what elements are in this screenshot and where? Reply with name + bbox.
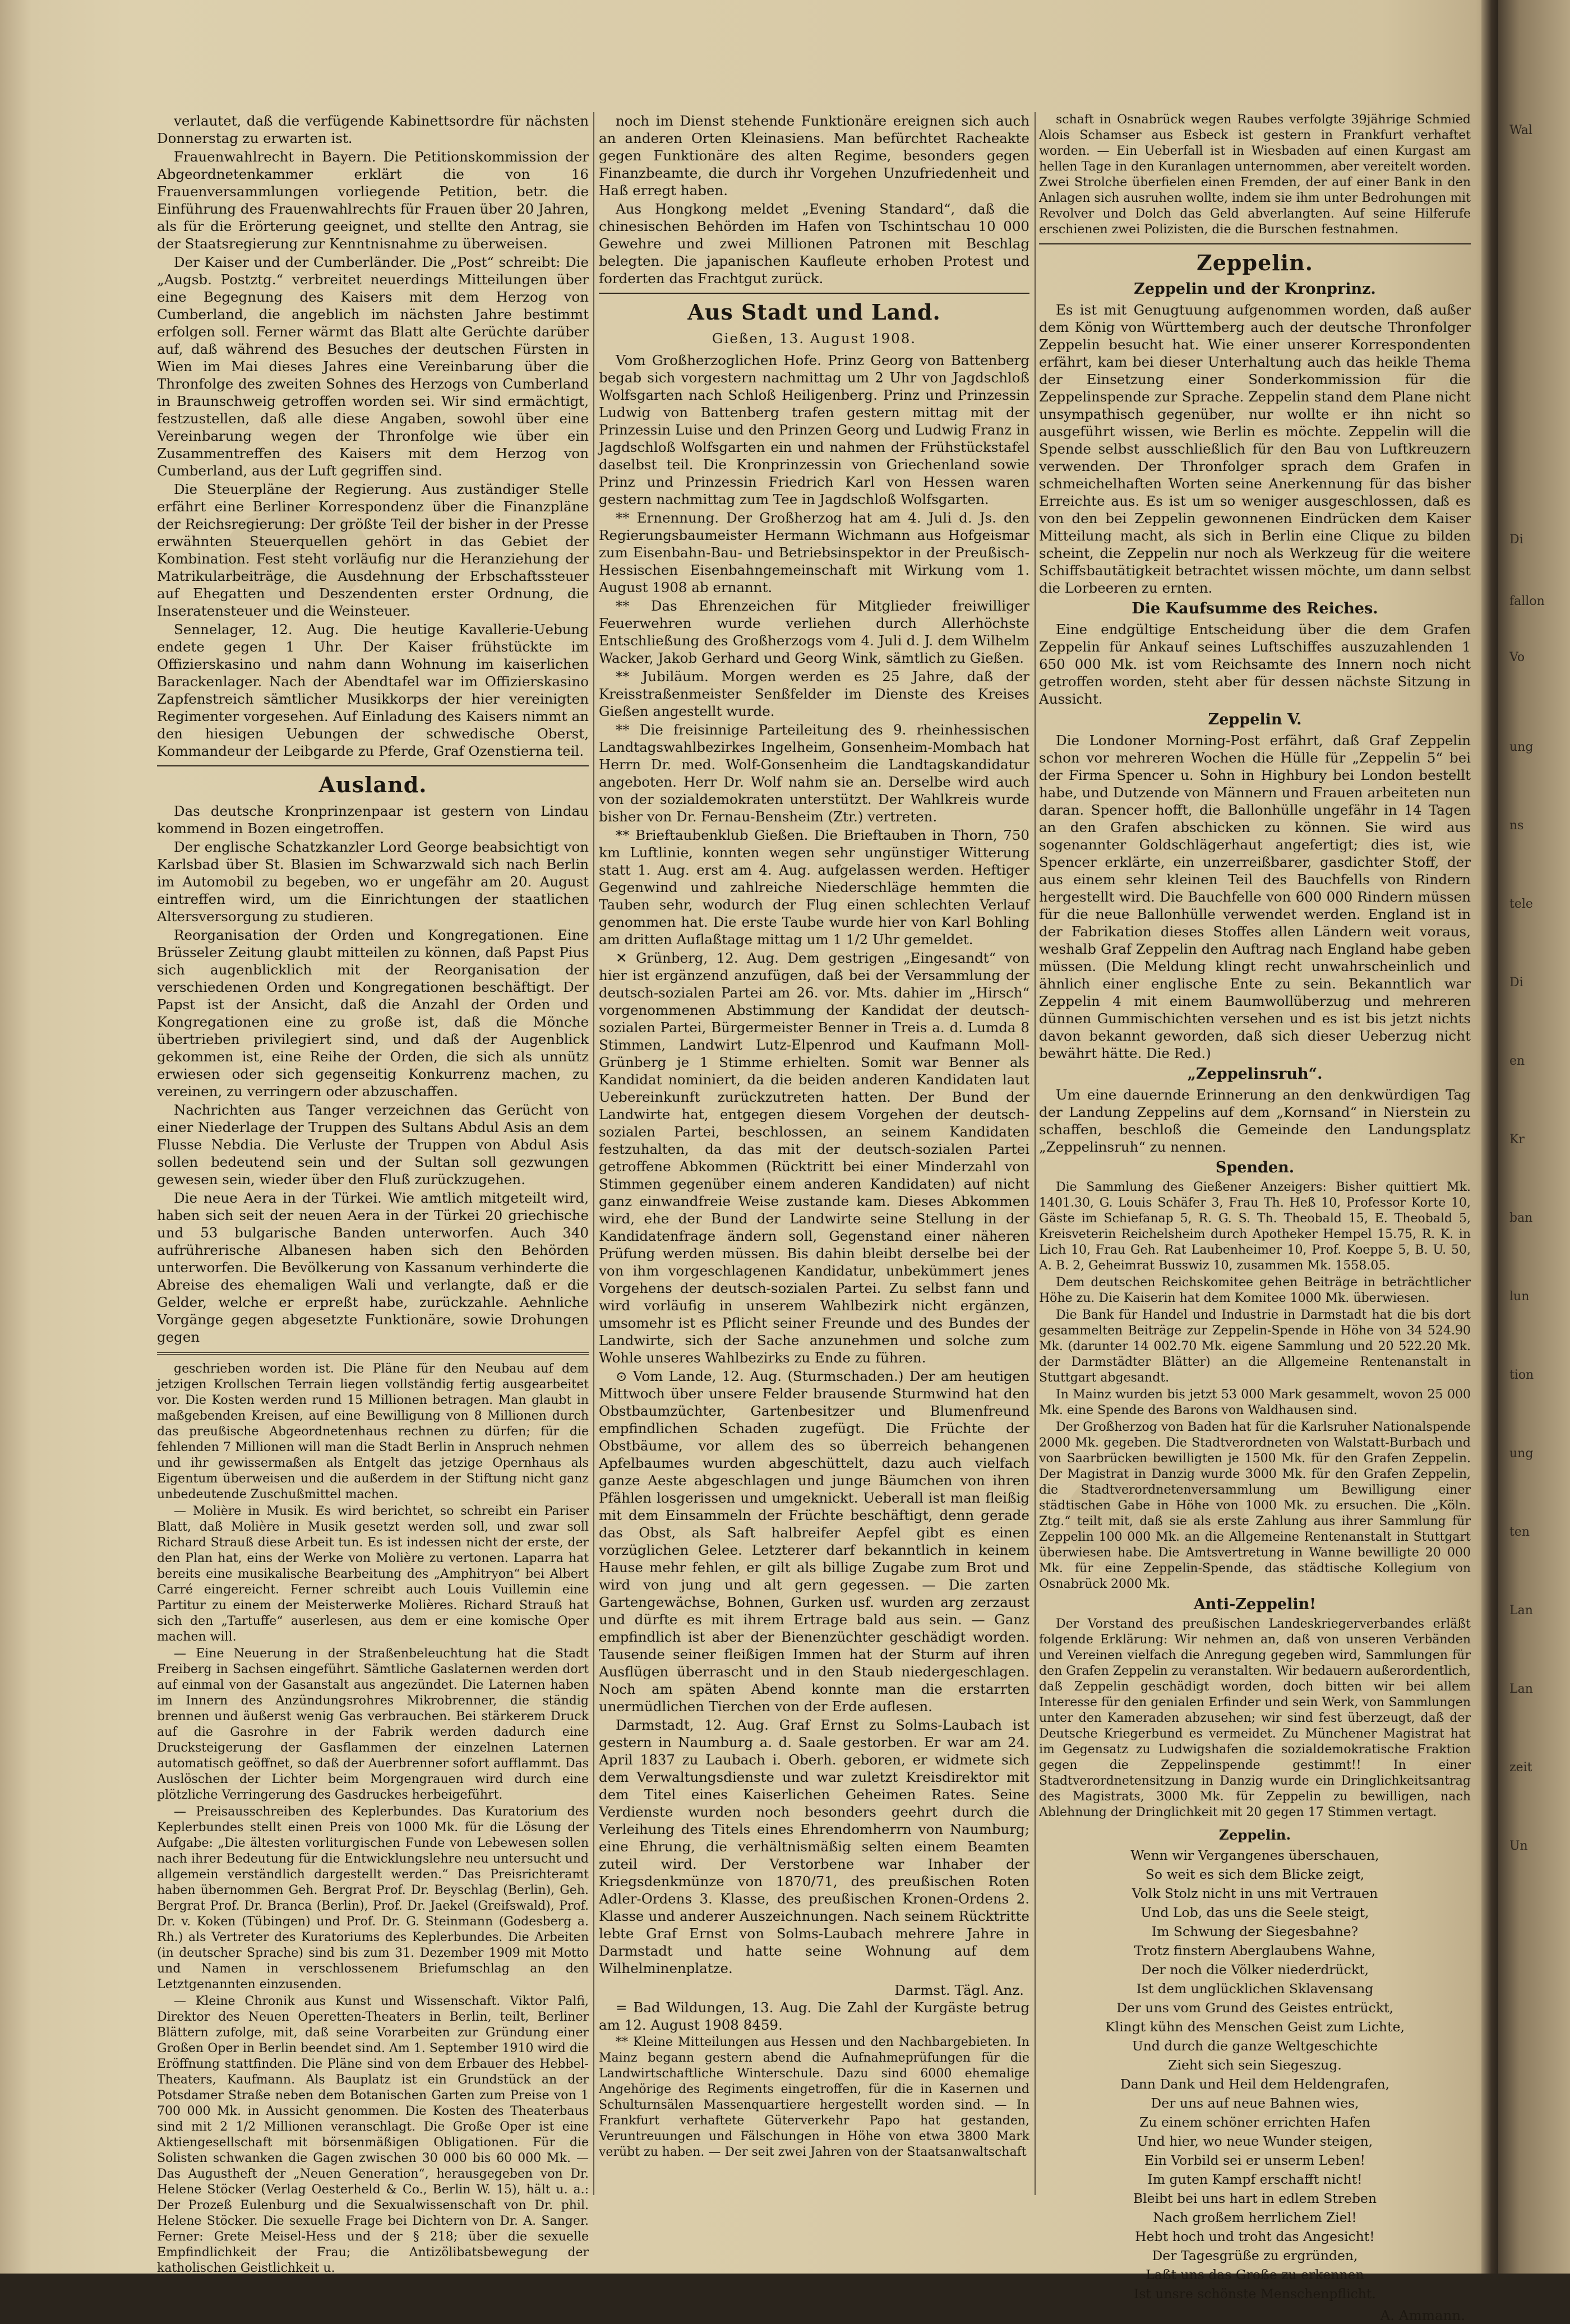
- poem-signature: A. Ammann.: [1380, 2307, 1465, 2323]
- subheading-zeppelin-v: Zeppelin V.: [1208, 711, 1302, 728]
- adjacent-page-edge: [1498, 0, 1570, 2274]
- feuilleton-kleine-chronik: — Kleine Chronik aus Kunst und Wissenschaft. Viktor Palfi, Direktor des Neuen Operetten-Theaters in Berlin, teilt, Berliner Blättern zufolge, mit, daß seine Vorarbeiten zur Gründung einer Großen Oper in Berlin beendet sind. Am 1. September 1910 wird die Eröffnung stattfinden. Die Pläne sind von dem Erbauer des Hebbel-Theaters, Kaufmann. Als Bauplatz ist ein Grundstück an der Potsdamer Straße neben dem Botanischen Garten zum Preise von 1 700 000 Mk. in Aussicht genommen. Die Kosten des Theaterbaus sind mit 2 1/2 Millionen veranschlagt. Die Große Oper ist eine Aktiengesellschaft mit börsenmäßigen Obligationen. Für die Solisten schwanken die Gagen zwischen 30 000 bis 60 000 Mk. — Das Augustheft der „Neuen Generation“, herausgegeben von Dr. Helene Stöcker (Verlag Oesterheld & Co., Berlin W. 15), hält u. a.: Der Prozeß Eulenburg und die Sexualwissenschaft von Dr. phil. Helene Stöcker. Die sexuelle Frage bei Dichtern von Dr. A. Sanger. Ferner: Grete Meisel-Hess und der § 218; über die sexuelle Empfindlichkeit der Frau; die Antizölibatsbewegung der katholischen Geistlichkeit u.: [157, 1994, 589, 2275]
- article-kronprinz: Es ist mit Genugtuung aufgenommen worden, daß außer dem König von Württemberg auch der deutsche Thronfolger Zeppelin besucht hat. Wie einer unserer Korrespondenten erfährt, kam bei dieser Unterhaltung auch das heikle Thema der Einsetzung einer Sonderkommission für die Zeppelinspende zur Sprache. Zeppelin stand dem Plane nicht unsympathisch gegenüber, nur wollte er ihn nicht so ausgeführt wissen, wie Berlin es möchte. Zeppelin will die Spende selbst ausschließlich für den Bau von Luftkreuzern verwenden. Der Thronfolger sprach dem Grafen in schmeichelhaften Worten seine Anerkennung für das bisher Erreichte aus. Es ist um so weniger ausgeschlossen, daß es von den bei Zeppelin gewonnenen Eindrücken dem Kaiser Mitteilung macht, als sich in Berlin eine Clique zu bilden scheint, die Zeppelin nur noch als Werkzeug für die weitere Schiffsbautätigkeit betrachtet wissen möchte, um dann selbst die Lorbeeren zu ernten.: [1039, 302, 1471, 596]
- subheading-spenden: Spenden.: [1215, 1159, 1295, 1176]
- divider: [1039, 243, 1471, 244]
- fragment: lun: [1509, 1290, 1530, 1304]
- subheading-kronprinz: Zeppelin und der Kronprinz.: [1134, 280, 1376, 298]
- fragment: Wal: [1509, 123, 1532, 137]
- poem-line: Im guten Kampf erschafft nicht!: [1147, 2171, 1363, 2187]
- feuilleton-divider: [157, 1352, 589, 1355]
- article-hofe: Vom Großherzoglichen Hofe. Prinz Georg von Battenberg begab sich vorgestern nachmittag um 2 Uhr von Jagdschloß Wolfsgarten nach Schloß Heiligenberg. Prinz und Prinzessin Ludwig von Battenberg trafen gestern mittag mit der Prinzessin Luise und den Prinzen Georg und Ludwig Franz in Jagdschloß Wolfsgarten ein und nahmen der Frühstückstafel daselbst teil. Die Kronprinzessin von Griechenland sowie Prinz und Prinzessin Friedrich Karl von Hessen waren gestern nachmittag zum Tee in Jagdschloß Wolfsgarten.: [599, 352, 1029, 507]
- fragment: Di: [1509, 533, 1523, 547]
- fragment: Vo: [1509, 650, 1525, 664]
- poem-line: Der uns vom Grund des Geistes entrückt,: [1116, 2000, 1393, 2016]
- article-ernennung: ** Ernennung. Der Großherzog hat am 4. Juli d. Js. den Regierungsbaumeister Hermann Wichmann aus Hofgeismar zum Eisenbahn-Bau- und Betriebsinspektor in der Preußisch-Hessischen Eisenbahngemeinschaft mit Wirkung vom 1. August 1908 ab ernannt.: [599, 510, 1029, 595]
- column-2: [599, 112, 1029, 2223]
- poem-line: Ist dem unglücklichen Sklavensang: [1136, 1981, 1374, 1997]
- poem-line: Ein Vorbild sei er unserm Leben!: [1144, 2152, 1365, 2168]
- article-kaufsumme: Eine endgültige Entscheidung über die dem Grafen Zeppelin für Ankauf seines Luftschiffes auszuzahlenden 1 650 000 Mk. ist vom Reichsamte des Innern noch nicht getroffen worden, steht aber für dessen nächste Sitzung in Aussicht.: [1039, 621, 1471, 707]
- subheading-anti-zeppelin: Anti-Zeppelin!: [1193, 1596, 1317, 1613]
- article-tuerkei: Die neue Aera in der Türkei. Wie amtlich mitgeteilt wird, haben sich seit der neuen Aera in der Türkei 20 griechische und 53 bulgarische Banden unterworfen. Auch 340 aufrührerische Albanesen haben sich den Behörden unterworfen. Die Bevölkerung von Kassanum verhinderte die Abreise des ehemaligen Wali und verlangte, daß er die Gelder, welche er erpreßt habe, zurückzahle. Aehnliche Vorgänge gegen abgesetzte Funktionäre, sowie Drohungen gegen: [157, 1190, 589, 1345]
- article-ehrenzeichen: ** Das Ehrenzeichen für Mitglieder freiwilliger Feuerwehren wurde verliehen durch Allerhöchste Entschließung des Großherzogs vom 4. Juli d. J. dem Wilhelm Wacker, Jakob Gerhard und Georg Wink, sämtlich zu Gießen.: [599, 598, 1029, 666]
- subheading-zeppelinsruh: „Zeppelinsruh“.: [1187, 1065, 1323, 1083]
- article-zeppelinsruh: Um eine dauernde Erinnerung an den denkwürdigen Tag der Landung Zeppelins auf dem „Kornsand“ in Nierstein zu schaffen, beschloß die Gemeinde den Landungsplatz „Zeppelinsruh“ zu nennen.: [1039, 1087, 1471, 1155]
- article-jubilaeum: ** Jubiläum. Morgen werden es 25 Jahre, daß der Kreisstraßenmeister Senßfelder im Dienste des Kreises Gießen angestellt wurde.: [599, 668, 1029, 719]
- feuilleton-strassenbeleuchtung: — Eine Neuerung in der Straßenbeleuchtung hat die Stadt Freiberg in Sachsen eingeführt. Sämtliche Gaslaternen werden dort auf einmal von der Gasanstalt aus angezündet. Die Laternen haben im Innern des Anzündungsrohres Mikrobrenner, die ständig brennen und äußerst wenig Gas verbrauchen. Bei stärkerem Druck auf die Gasrohre in der Fabrik werden dadurch eine Drucksteigerung der Gasflammen der einzelnen Laternen automatisch geöffnet, so daß der Auerbrenner sofort aufflammt. Das Auslöschen der Lichter beim Morgengrauen wird durch eine plötzliche Verringerung des Gasdruckes herbeigeführt.: [157, 1647, 589, 1802]
- article-spenden-rest: Der Großherzog von Baden hat für die Karlsruher Nationalspende 2000 Mk. gegeben. Die Stadtverordneten von Walstatt-Burbach und von Saarbrücken bewilligten je 1500 Mk. für den Grafen Zeppelin. Der Magistrat in Danzig wurde 3000 Mk. für den Grafen Zeppelin, die Stadtverordnetenversammlung um Bewilligung einer städtischen Gabe in Höhe von 1000 Mk. zu ersuchen. Die „Köln. Ztg.“ teilt mit, daß sie als erste Zahlung aus ihrer Sammlung für Zeppelin 100 000 Mk. an die Allgemeine Rentenanstalt in Stuttgart überwiesen habe. Die Amtsvertretung in Wanne bewilligte 20 000 Mk. für eine Zeppelin-Spende, das städtische Kollegium von Osnabrück 2000 Mk.: [1039, 1420, 1471, 1591]
- article-wildungen: = Bad Wildungen, 13. Aug. Die Zahl der Kurgäste betrug am 12. August 1908 8459.: [599, 1999, 1029, 2033]
- article-vom-lande: ⊙ Vom Lande, 12. Aug. (Sturmschaden.) Der am heutigen Mittwoch über unsere Felder brausende Sturmwind hat den Obstbaumzüchter, Gartenbesitzer und Blumenfreund empfindlichen Schaden zugefügt. Die Früchte der Obstbäume, vor allem des so überreich behangenen Apfelbaumes wurden abgeschüttelt, dazu auch vielfach ganze Aeste abgeschlagen und junge Bäumchen von ihren Pfählen losgerissen und umgeknickt. Ueberall ist man fleißig mit dem Einsammeln der Früchte beschäftigt, denn gerade das Obst, als Saft halbreifer Aepfel gibt es einen vorzüglichen Gelee. Letzterer darf bekanntlich in keinem Hause mehr fehlen, er gilt als billige Zugabe zum Brot und wird von jung und alt gern gegessen. — Die zarten Gartengewächse, Bohnen, Gurken usf. wurden arg zerzaust und dürfte es mit ihrem Ertrage bald aus sein. — Ganz empfindlich ist aber der Bienenzüchter geschädigt worden. Tausende seiner fleißigen Immen hat der Sturm auf ihren Ausflügen überrascht und in den Staub niedergeschlagen. Noch am späten Abend konnte man die erstarrten unermüdlichen Tierchen von der Erde auflesen.: [599, 1368, 1029, 1715]
- subheading-kaufsumme: Die Kaufsumme des Reiches.: [1132, 600, 1378, 617]
- book-spine: [1481, 0, 1498, 2274]
- poem-line: Der noch die Völker niederdrückt,: [1140, 1962, 1369, 1978]
- poem-line: Und hier, wo neue Wunder steigen,: [1137, 2133, 1373, 2149]
- article-sennelager: Sennelager, 12. Aug. Die heutige Kavallerie-Uebung endete gegen 1 Uhr. Der Kaiser frühstückte im Offizierskasino und nahm dann Wohnung im kaiserlichen Barackenlager. Nach der Abendtafel war im Offizierskasino Zapfenstreich sämtlicher Musikkorps der hier vereinigten Regimenter vorgesehen. Auf Einladung des Kaisers nimmt an den hiesigen Uebungen der schwedische Oberst, Kommandeur der Leibgarde zu Pferde, Graf Ozenstierna teil.: [157, 621, 589, 759]
- article-reichskomitee: Dem deutschen Reichskomitee gehen Beiträge in beträchtlicher Höhe zu. Die Kaiserin hat dem Komitee 1000 Mk. überwiesen.: [1039, 1276, 1471, 1305]
- poem-title: Zeppelin.: [1218, 1827, 1291, 1843]
- poem-line: Wenn wir Vergangenes überschauen,: [1130, 1847, 1379, 1863]
- article-lord-george: Der englische Schatzkanzler Lord George beabsichtigt von Karlsbad über St. Blasien im Schwarzwald sich nach Berlin im Automobil zu begeben, wo er ungefähr am 20. August eintreffen wird, um die Einrichtungen der staatlichen Altersversorgung zu studieren.: [157, 839, 589, 925]
- column-rule: [1035, 112, 1036, 2195]
- poem-line: Zu einem schöner errichten Hafen: [1139, 2114, 1370, 2130]
- article-mainz: In Mainz wurden bis jetzt 53 000 Mark gesammelt, wovon 25 000 Mk. eine Spende des Barons von Waldhausen sind.: [1039, 1388, 1471, 1417]
- article-kronprinzenpaar: Das deutsche Kronprinzenpaar ist gestern von Lindau kommend in Bozen eingetroffen.: [157, 803, 589, 837]
- article-spenden: Die Sammlung des Gießener Anzeigers: Bisher quittiert Mk. 1401.30, G. Louis Schäfer 3, Frau Th. Heß 10, Professor Korte 10, Gäste im Schiefanap 5, R. G. S. Th. Theobald 15, E. Theobald 5, Kreisveterin Reichelsheim durch Apotheker Hempel 15.75, R. K. in Lich 10, Frau Geh. Rat Laubenheimer 10, Prof. Koeppe 5, B. U. 50, A. B. 2, Geheimrat Busswiz 10, zusammen Mk. 1558.05.: [1039, 1180, 1471, 1273]
- section-title-zeppelin: Zeppelin.: [1197, 250, 1313, 275]
- feuilleton-oper: geschrieben worden ist. Die Pläne für den Neubau auf dem jetzigen Krollschen Terrain liegen vollständig fertig ausgearbeitet vor. Die Kosten werden rund 15 Millionen betragen. Man glaubt in maßgebenden Kreisen, auf eine Bewilligung von 8 Millionen durch das preußische Abgeordnetenhaus rechnen zu dürfen; für die fehlenden 7 Millionen will man die Stadt Berlin in Anspruch nehmen und ihr gewissermaßen als Entgelt das jetzige Opernhaus als Eigentum überweisen und die außerdem in der Stiftung nicht ganz unbedeutende Zuschußmittel machen.: [157, 1362, 589, 1501]
- article-frauenwahlrecht: Frauenwahlrecht in Bayern. Die Petitionskommission der Abgeordnetenkammer erklärt die von 16 Frauenversammlungen vorliegende Petition, betr. die Einführung des Frauenwahlrechts für Frauen über 20 Jahren, als für die Erörterung geeignet, und stellte den Antrag, sie der Staatsregierung zur Kenntnisnahme zu überweisen.: [157, 149, 589, 252]
- dateline: Gießen, 13. August 1908.: [712, 330, 917, 346]
- article-solms-laubach: Darmstadt, 12. Aug. Graf Ernst zu Solms-Laubach ist gestern in Naumburg a. d. Saale gestorben. Er war am 24. April 1837 zu Laubach i. Oberh. geboren, er widmete sich dem Verwaltungsdienste und war zuletzt Kreisdirektor mit dem Titel eines Kaiserlichen Geheimen Rates. Seine Verdienste wurden noch besonders geehrt durch die Verleihung des Titels eines Ehrendomherrn von Naumburg; eine Ehrung, die verhältnismäßig selten einem Beamten zuteil wird. Der Verstorbene war Inhaber der Kriegsdenkmünze von 1870/71, des preußischen Roten Adler-Ordens 3. Klasse, des preußischen Kronen-Ordens 2. Klasse und anderer Auszeichnungen. Nach seinem Rücktritte lebte Graf Ernst von Solms-Laubach mehrere Jahre in Darmstadt und hatte seine Wohnung auf dem Wilhelminenplatze.: [599, 1717, 1029, 1976]
- fragment: Kr: [1509, 1133, 1525, 1147]
- section-title-ausland: Ausland.: [318, 772, 427, 797]
- article-zeppelin-v: Die Londoner Morning-Post erfährt, daß Graf Zeppelin schon vor mehreren Wochen die Hülle für „Zeppelin 5“ bei der Firma Spencer u. Sohn in Highbury bei London bestellt habe, und Dutzende von Männern und Frauen arbeiteten nun daran. Spencer hofft, die Ballonhülle ungefähr in 14 Tagen an den Grafen abschicken zu können. Sie wird aus sogenannter Goldschlägerhaut angefertigt; dies ist, wie Spencer erklärte, ein unzerreißbarer, gasdichter Stoff, der aus einem sehr kleinen Teil des Bauchfells von Rindern hergestellt wird. Die Bauchfelle von 600 000 Rindern müssen für die neue Ballonhülle verwendet werden. England ist in der Fabrikation dieses Stoffes allen Ländern weit voraus, weshalb Graf Zeppelin den Auftrag nach England habe geben müssen. (Die Meldung klingt recht unwahrscheinlich und ähnlich einer englische Ente zu sein. Bekanntlich war Zeppelin 4 mit einem Baumwollüberzug und mehreren dünnen Gummischichten versehen und es ist bis jetzt nichts davon bekannt geworden, daß sich dieser Ueberzug nicht bewährt hätte. Die Red.): [1039, 732, 1471, 1061]
- poem-line: Nach großem herrlichem Ziel!: [1153, 2210, 1357, 2225]
- poem-line: Bleibt bei uns hart in edlem Streben: [1133, 2191, 1377, 2206]
- divider: [599, 293, 1029, 294]
- article-darmstadt-bank: Die Bank für Handel und Industrie in Darmstadt hat die bis dort gesammelten Beiträge zur Zeppelin-Spende in Höhe von 34 524.90 Mk. (darunter 14 002.70 Mk. eigene Sammlung und 20 522.20 Mk. der Darmstädter Blätter) an die Allgemeine Rentenanstalt in Stuttgart abgesandt.: [1039, 1308, 1471, 1385]
- poem-line: Der Tagesgrüße zu ergründen,: [1152, 2248, 1358, 2263]
- poem-line: Zieht sich sein Siegeszug.: [1168, 2057, 1342, 2073]
- feuilleton: [157, 1361, 589, 2276]
- fragment: ung: [1509, 1447, 1534, 1461]
- divider: [157, 765, 589, 766]
- poem-line: Ist unsre schönste Menschenpflicht.: [1134, 2286, 1376, 2302]
- column-3: [1039, 112, 1471, 2323]
- poem-line: Laßt uns das Große zu erkennen: [1146, 2267, 1364, 2283]
- fragment: Lan: [1509, 1604, 1533, 1618]
- fragment: ten: [1509, 1525, 1530, 1539]
- article-reorganisation: Reorganisation der Orden und Kongregationen. Eine Brüsseler Zeitung glaubt mitteilen zu können, daß Papst Pius sich augenblicklich mit der Reorganisation der verschiedenen Orden und Kongregationen beschäftigt. Der Papst ist der Ansicht, daß die Anzahl der Orden und Kongregationen eine zu große ist, daß die Mönche übertrieben privilegiert sind, und daß der Augenblick gekommen ist, eine Reihe der Orden, die sich als unnütz erwiesen oder sich gegenseitig Konkurrenz machen, zu vereinen, zu verringern oder abzuschaffen.: [157, 927, 589, 1099]
- article-kleine-mitteilungen: ** Kleine Mitteilungen aus Hessen und den Nachbargebieten. In Mainz begann gestern abend die Aufnahmeprüfungen für die Landwirtschaftliche Winterschule. Dazu sind 6000 ehemalige Angehörige des Regiments eingetroffen, für die in Kasernen und Schulturnsälen Massenquartiere hergestellt worden sind. — In Frankfurt verhaftete Güterverkehr Papo hat gestanden, Veruntreuungen und Fälschungen in Höhe von etwa 3800 Mark verübt zu haben. — Der seit zwei Jahren von der Staatsanwaltschaft: [599, 2035, 1029, 2159]
- poem-line: Hebt hoch und troht das Angesicht!: [1135, 2229, 1375, 2244]
- fragment: ung: [1509, 740, 1534, 754]
- fragment: Di: [1509, 976, 1523, 990]
- poem-line: Trotz finstern Aberglaubens Wahne,: [1134, 1943, 1376, 1958]
- poem-line: Der uns auf neue Bahnen wies,: [1151, 2095, 1359, 2111]
- column-rule: [593, 112, 594, 2195]
- article-tanger: Nachrichten aus Tanger verzeichnen das Gerücht von einer Niederlage der Truppen des Sultans Abdul Asis an dem Flusse Nebdia. Die Verluste der Truppen von Abdul Asis sollen bedeutend sein und der Sultan soll gezwungen gewesen sein, wieder über den Fluß zurückzugehen.: [157, 1102, 589, 1188]
- article-source: Darmst. Tägl. Anz.: [894, 1982, 1024, 1998]
- poem-line: So weit es sich dem Blicke zeigt,: [1145, 1866, 1365, 1882]
- fragment: Lan: [1509, 1682, 1533, 1696]
- article-gruenberg: ✕ Grünberg, 12. Aug. Dem gestrigen „Eingesandt“ von hier ist ergänzend anzufügen, daß bei der Versammlung der deutsch-sozialen Partei am 26. vor. Mts. dahier im „Hirsch“ vorgenommenen Abstimmung der Kandidat der deutsch-sozialen Partei, Bürgermeister Benner in Treis a. d. Lumda 8 Stimmen, Landwirt Lutz-Elpenrod und Kaufmann Moll-Grünberg je 1 Stimme erhielten. Somit war Benner als Kandidat nominiert, da die beiden anderen Kandidaten laut Uebereinkunft zurückzutreten hatten. Der Bund der Landwirte hat, entgegen diesem Vorgehen der deutsch-sozialen Partei, beschlossen, an seinem Kandidaten festzuhalten, da das mit der deutsch-sozialen Partei getroffene Abkommen (Rücktritt bei einer Minderzahl von Stimmen gegenüber einem anderen Kandidaten) auf nicht ganz einwandfreie Weise zustande kam. Dieses Abkommen wird, ehe der Bund der Landwirte seine Stellung in der Kandidatenfrage ändern soll, Gegenstand einer näheren Prüfung werden müssen. Bis dahin bleibt derselbe bei der von ihm vorgeschlagenen Kandidatur, unbekümmert jenes Vorgehens der deutsch-sozialen Partei. Zu selbst fann und wird vorläufig in unserem Wahlbezirk nicht ergänzen, umsomehr ist es Pflicht seiner Freunde und des Bundes der Landwirte, sich der Sache anzunehmen und solche zum Wohle unseres Wahlbezirks zu Ende zu führen.: [599, 950, 1029, 1366]
- fragment: ns: [1509, 819, 1524, 833]
- article-hongkong: Aus Hongkong meldet „Evening Standard“, daß die chinesischen Behörden im Hafen von Tschintschau 10 000 Gewehre und zwei Millionen Patronen mit Beschlag belegten. Die japanischen Kaufleute erhoben Protest und forderten das Frachtgut zurück.: [599, 201, 1029, 287]
- poem-line: Und Lob, das uns die Seele steigt,: [1140, 1905, 1369, 1920]
- fragment: ban: [1509, 1211, 1533, 1225]
- section-title-stadt-land: Aus Stadt und Land.: [687, 299, 941, 325]
- article-freisinnige: ** Die freisinnige Parteileitung des 9. rheinhessischen Landtagswahlbezirkes Ingelheim, Gonsenheim-Mombach hat Herrn Dr. med. Wolf-Gonsenheim die Landtagskandidatur angeboten. Herr Dr. Wolf nahm sie an. Derselbe wird auch von der sozialdemokraten unterstützt. Der Wahlkreis wurde bisher von Dr. Fernau-Bensheim (Ztr.) vertreten.: [599, 722, 1029, 825]
- fragment: tele: [1509, 897, 1533, 911]
- article-kaiser-cumberland: Der Kaiser und der Cumberländer. Die „Post“ schreibt: Die „Augsb. Postztg.“ verbreitet neuerdings Mitteilungen über eine Begegnung des Kaisers mit dem Herzog von Cumberland, die angeblich im nächsten Jahre bestimmt erfolgen soll. Ferner wärmt das Blatt alte Gerüchte darüber auf, daß während des Besuches der deutschen Fürsten in Wien im Mai dieses Jahres eine Vereinbarung über die Thronfolge des zweiten Sohnes des Herzogs von Cumberland in Braunschweig getroffen worden sei. Wir sind ermächtigt, festzustellen, daß alle diese Angaben, sowohl über eine Vereinbarung wegen der Thronfolge wie über ein Zusammentreffen des Kaisers mit dem Herzog von Cumberland, aus der Luft gegriffen sind.: [157, 254, 589, 479]
- poem: [1039, 1847, 1471, 2302]
- poem-line: Im Schwung der Siegesbahne?: [1151, 1924, 1359, 1939]
- column-1: [157, 112, 589, 2275]
- article-funktionaere: noch im Dienst stehende Funktionäre ereignen sich auch an anderen Orten Kleinasiens. Man befürchtet Racheakte gegen Funktionäre des alten Regime, besonders gegen Finanzbeamte, die durch ihr Vorgehen Unzufriedenheit und Haß erregt haben.: [599, 113, 1029, 198]
- article-anti-zeppelin: Der Vorstand des preußischen Landeskriegerverbandes erläßt folgende Erklärung: Wir nehmen an, daß von unseren Verbänden und Vereinen vielfach die Anregung gegeben wird, Sammlungen für den Grafen Zeppelin zu veranstalten. Wir bedauern außerordentlich, daß Zeppelin geschädigt worden, doch bitten wir bei allem Interesse für den genialen Erfinder und sein Werk, von Sammlungen unter den Kameraden abzusehen; wir sind fest überzeugt, daß der Deutsche Kriegerbund es vermeidet. Zu Münchener Magistrat hat im Gegensatz zu Ludwigshafen die sozialdemokratische Fraktion gegen die Zeppelinspende gestimmt!! In einer Stadtverordnetensitzung in Danzig wurde ein Dringlichkeitsantrag des Magistrats, 3000 Mk. für Zeppelin zu bewilligen, nach Ablehnung der Dringlichkeit mit 20 gegen 17 Stimmen vertagt.: [1039, 1617, 1471, 1819]
- article-brieftauben: ** Brieftaubenklub Gießen. Die Brieftauben in Thorn, 750 km Luftlinie, konnten wegen sehr ungünstiger Witterung statt 1. Aug. erst am 4. Aug. aufgelassen werden. Heftiger Gegenwind und zahlreiche Niederschläge hemmten die Tauben sehr, wodurch der Flug einen schlechten Verlauf genommen hat. Die erste Taube wurde hier von Karl Bohling am dritten Auflaßtage mittag um 1 1/2 Uhr gemeldet.: [599, 827, 1029, 948]
- article-continued: schaft in Osnabrück wegen Raubes verfolgte 39jährige Schmied Alois Schamser aus Esbeck ist gestern in Frankfurt verhaftet worden. — Ein Ueberfall ist in Wiesbaden auf einen Kurgast am hellen Tage in den Kuranlagen unternommen, aber vereitelt worden. Zwei Strolche überfielen einen Fremden, der auf einer Bank in den Anlagen sich ausruhen wollte, indem sie ihm unter Bedrohungen mit Revolver und Dolch das Geld abverlangten. Auf seine Hilferufe erschienen zwei Polizisten, die die Burschen festnahmen.: [1039, 113, 1471, 237]
- article-steuerplaene: Die Steuerpläne der Regierung. Aus zuständiger Stelle erfährt eine Berliner Korrespondenz über die Finanzpläne der Reichsregierung: Der größte Teil der bisher in der Presse erwähnten Steuerquellen gehört in das Gebiet der Kombination. Fest steht vorläufig nur die Heranziehung der Matrikularbeiträge, die Ausdehnung der Erbschaftssteuer auf Ehegatten und Deszendenten erster Ordnung, die Inseratensteuer und die Weinsteuer.: [157, 481, 589, 619]
- poem-line: Klingt kühn des Menschen Geist zum Lichte,: [1105, 2019, 1405, 2035]
- fragment: Un: [1509, 1839, 1528, 1853]
- fragment: tion: [1509, 1368, 1534, 1382]
- poem-line: Und durch die ganze Weltgeschichte: [1132, 2038, 1378, 2054]
- fragment: en: [1509, 1054, 1525, 1068]
- feuilleton-preisausschreiben: — Preisausschreiben des Keplerbundes. Das Kuratorium des Keplerbundes stellt einen Preis von 1000 Mk. für die Lösung der Aufgabe: „Die ältesten vorliturgischen Funde von Lebewesen sollen nach ihrer Bedeutung für die Entwicklungslehre neu untersucht und allgemein verständlich dargestellt werden.“ Das Preisrichteramt haben übernommen Geh. Bergrat Prof. Dr. Beyschlag (Berlin), Geh. Bergrat Prof. Dr. Branca (Berlin), Prof. Dr. Jaekel (Greifswald), Prof. Dr. v. Koken (Tübingen) und Prof. Dr. G. Steinmann (Godesberg a. Rh.) als Vertreter des Kuratoriums des Keplerbundes. Die Arbeiten (in deutscher Sprache) sind bis zum 31. Dezember 1909 mit Motto und Namen in verschlossenem Briefumschlag an den Letztgenannten einzusenden.: [157, 1805, 589, 1992]
- fragment: zeit: [1509, 1761, 1532, 1775]
- poem-line: Volk Stolz nicht in uns mit Vertrauen: [1132, 1886, 1378, 1901]
- poem-line: Dann Dank und Heil dem Heldengrafen,: [1120, 2076, 1390, 2092]
- feuilleton-moliere: — Molière in Musik. Es wird berichtet, so schreibt ein Pariser Blatt, daß Molière in Musik gesetzt werden soll, und zwar soll Richard Strauß diese Arbeit tun. Es ist indessen nicht der erste, der den Plan hat, eins der Werke von Molière zu vertonen. Laparra hat bereits eine musikalische Bearbeitung des „Amphitryon“ bei Albert Carré eingereicht. Ferner schreibt auch Louis Vuillemin eine Partitur zu einem der Meisterwerke Molières. Richard Strauß hat sich den „Tartuffe“ auserlesen, aus dem er eine komische Oper machen will.: [157, 1504, 589, 1644]
- fragment: fallon: [1509, 594, 1545, 608]
- article-intro: verlautet, daß die verfügende Kabinettsordre für nächsten Donnerstag zu erwarten ist.: [157, 113, 589, 146]
